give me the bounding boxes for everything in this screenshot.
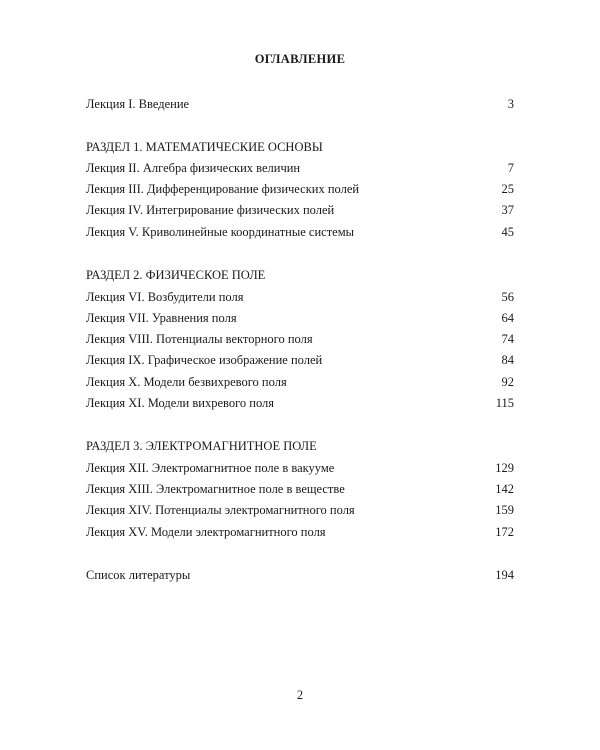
toc-entry-label: Лекция XIII. Электромагнитное поле в веществе (86, 482, 345, 496)
toc-entry-page: 64 (501, 311, 514, 325)
toc-entry (86, 522, 514, 542)
toc-title: ОГЛАВЛЕНИЕ (254, 52, 346, 66)
toc-entry-label: Лекция III. Дифференцирование физических полей (86, 182, 360, 196)
toc-entry (86, 222, 514, 242)
toc-entry-page: 3 (507, 97, 514, 111)
toc-entry-page: 92 (501, 375, 514, 389)
toc-entry-page: 56 (501, 290, 514, 304)
toc-entry-label: Лекция V. Криволинейные координатные системы (86, 225, 355, 239)
toc-entry-page: 194 (495, 568, 514, 582)
toc-entry-page: 84 (501, 353, 514, 367)
toc-entry (86, 158, 514, 178)
toc-entry-page: 159 (495, 503, 514, 517)
section-1-heading: РАЗДЕЛ 1. МАТЕМАТИЧЕСКИЕ ОСНОВЫ (86, 140, 323, 154)
toc-entry-label: Лекция VI. Возбудители поля (86, 290, 244, 304)
toc-entry (86, 458, 514, 478)
toc-entry (86, 329, 514, 349)
toc-entry-page: 115 (495, 396, 514, 410)
toc-entry-label: Список литературы (86, 568, 191, 582)
toc-entry (86, 500, 514, 520)
toc-entry (86, 200, 514, 220)
toc-entry-page: 7 (507, 161, 514, 175)
toc-entry (86, 372, 514, 392)
toc-entry-page: 172 (495, 525, 514, 539)
toc-entry-intro (86, 94, 514, 114)
toc-entry-page: 74 (501, 332, 514, 346)
toc-entry-label: Лекция XII. Электромагнитное поле в вакууме (86, 461, 335, 475)
toc-entry (86, 393, 514, 413)
toc-entry-page: 129 (495, 461, 514, 475)
toc-entry-label: Лекция IV. Интегрирование физических полей (86, 203, 335, 217)
toc-entry-label: Лекция XI. Модели вихревого поля (86, 396, 275, 410)
toc-entry-label: Лекция XV. Модели электромагнитного поля (86, 525, 326, 539)
toc-entry-label: Лекция X. Модели безвихревого поля (86, 375, 287, 389)
toc-entry-label: Лекция XIV. Потенциалы электромагнитного поля (86, 503, 355, 517)
toc-entry (86, 350, 514, 370)
page-number: 2 (296, 688, 304, 702)
toc-entry-label: Лекция IX. Графическое изображение полей (86, 353, 323, 367)
toc-entry-label: Лекция VIII. Потенциалы векторного поля (86, 332, 313, 346)
section-2-heading: РАЗДЕЛ 2. ФИЗИЧЕСКОЕ ПОЛЕ (86, 268, 266, 282)
toc-entry (86, 287, 514, 307)
section-3-heading: РАЗДЕЛ 3. ЭЛЕКТРОМАГНИТНОЕ ПОЛЕ (86, 439, 317, 453)
toc-entry-page: 142 (495, 482, 514, 496)
toc-entry-label: Лекция VII. Уравнения поля (86, 311, 237, 325)
toc-entry-page: 37 (501, 203, 514, 217)
toc-entry-label: Лекция I. Введение (86, 97, 190, 111)
toc-entry (86, 308, 514, 328)
toc-entry-label: Лекция II. Алгебра физических величин (86, 161, 301, 175)
toc-entry (86, 479, 514, 499)
toc-entry-page: 25 (501, 182, 514, 196)
toc-entry-page: 45 (501, 225, 514, 239)
toc-entry-bibliography (86, 565, 514, 585)
toc-entry (86, 179, 514, 199)
